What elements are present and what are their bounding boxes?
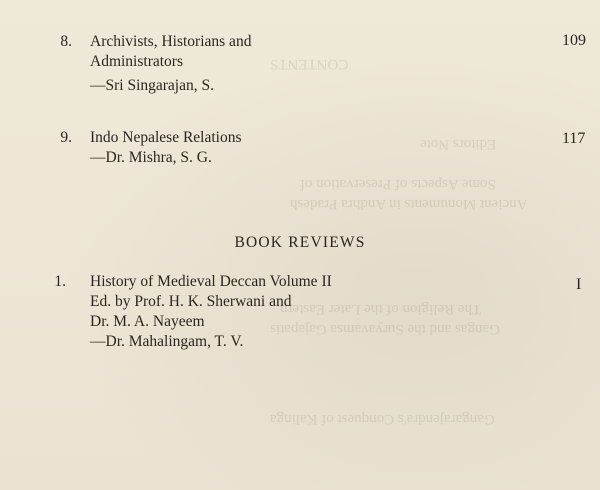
bleed-through-text: Gangas and the Suryavamsa Gajapatis bbox=[270, 321, 500, 337]
entry-title-line: Archivists, Historians and bbox=[90, 33, 252, 50]
bleed-through-text: CONTENTS bbox=[270, 56, 349, 72]
entry-author: —Dr. Mishra, S. G. bbox=[90, 149, 212, 166]
entry-page-number: 109 bbox=[562, 32, 586, 49]
entry-page-number: 117 bbox=[562, 130, 586, 147]
entry-title-line: Indo Nepalese Relations bbox=[90, 129, 242, 146]
bleed-through-text: Ancient Monuments in Andhra Pradesh bbox=[290, 196, 528, 212]
bleed-through-text: Some Aspects of Preservation of bbox=[300, 176, 496, 192]
entry-author: —Sri Singarajan, S. bbox=[90, 77, 214, 94]
entry-number: 9. bbox=[60, 129, 72, 146]
bleed-through-text: Gangarajendra's Conquest of Kalinga bbox=[270, 411, 495, 427]
review-number: 1. bbox=[54, 273, 66, 290]
review-title-line: History of Medieval Deccan Volume II bbox=[90, 273, 332, 290]
bleed-through-text: The Religion of the Later Eastern bbox=[280, 301, 482, 317]
bleed-through-text: Editors Note bbox=[420, 136, 497, 152]
entry-number: 8. bbox=[60, 33, 72, 50]
section-heading: BOOK REVIEWS bbox=[234, 234, 366, 251]
review-author: —Dr. Mahalingam, T. V. bbox=[90, 333, 244, 350]
review-page-number: I bbox=[576, 276, 582, 293]
entry-title-line: Administrators bbox=[90, 53, 183, 70]
review-editor-line: Dr. M. A. Nayeem bbox=[90, 313, 205, 330]
review-editor-line: Ed. by Prof. H. K. Sherwani and bbox=[90, 293, 292, 310]
